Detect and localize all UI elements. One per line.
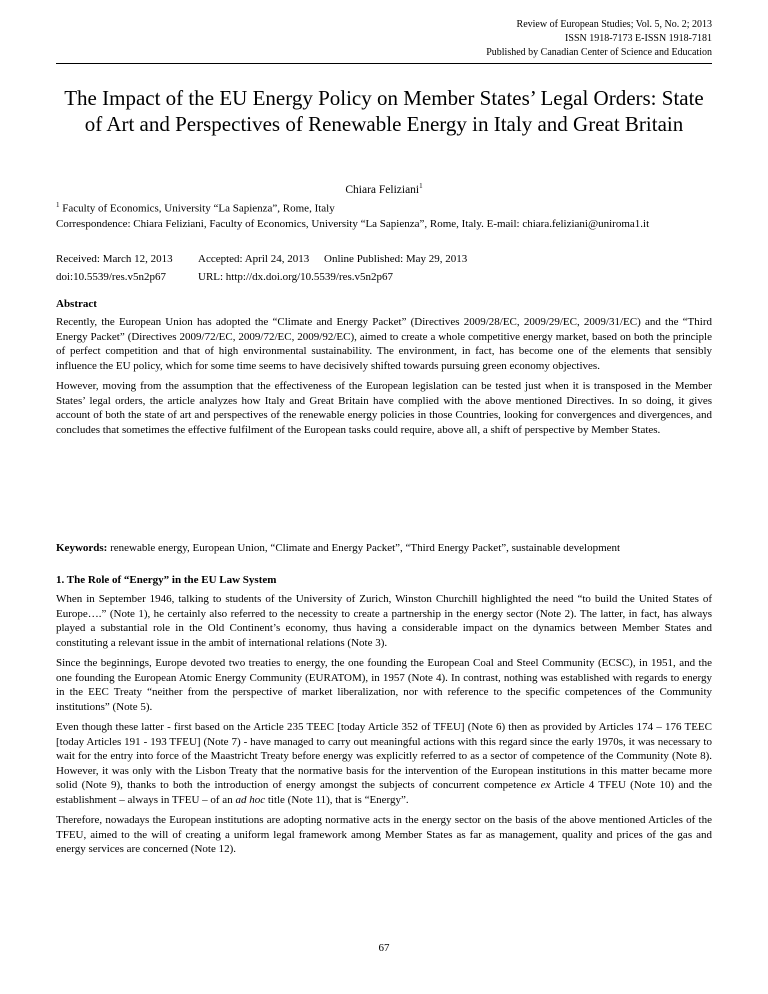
url: URL: http://dx.doi.org/10.5539/res.v5n2p67 — [198, 271, 394, 283]
received-date: Received: March 12, 2013 — [56, 253, 173, 265]
keywords-label: Keywords: — [56, 542, 108, 554]
journal-line: Review of European Studies; Vol. 5, No. 2; 2013 — [516, 19, 712, 30]
issn-line: ISSN 1918-7173 E-ISSN 1918-7181 — [565, 33, 712, 44]
author-name: Chiara Feliziani — [345, 183, 420, 196]
article-dates — [56, 250, 712, 286]
affiliation-block — [56, 198, 712, 232]
published-date: Online Published: May 29, 2013 — [324, 253, 468, 265]
correspondence: Correspondence: Chiara Feliziani, Faculty of Economics, University “La Sapienza”, Rome, Italy. E-mail: chiara.feliziani@uniroma1.it — [56, 217, 650, 230]
abstract-paragraph-1: Recently, the European Union has adopted the “Climate and Energy Packet” (Directives 2009/28/EC, 2009/29/EC, 2009/31/EC) and the “Third Energy Packet” (Directives 2009/72/EC, 2009/72/EC, 2009/92/EC), aimed to create a whole competitive energy market, based on both the principle of perfect competition and that of high environmental sustainability. The environment, in fact, has become one of the elements that sensibly influence the EU policy, which for some time seems to have decisively shifted towards pursuing green economy objectives. — [56, 316, 712, 372]
author-sup: 1 — [419, 182, 423, 190]
section-body — [56, 592, 712, 863]
keywords-text: renewable energy, European Union, “Climate and Energy Packet”, “Third Energy Packet”, sustainable development — [107, 542, 621, 554]
page-number: 67 — [378, 942, 390, 954]
body-paragraph-3: Even though these latter - first based on the Article 235 TEEC [today Article 352 of TFEU] (Note 6) then as provided by Articles 174 – 176 TEEC [today Articles 191 - 193 TFEU] (Note 7) - have managed to carry out meaningful actions with this regard since the early 1970s, it was necessary to wait for the entry into force of the Maastricht Treaty before energy was explicitly referred to as a sector of competence of the Community (Note 8). However, it was only with the Lisbon Treaty that the normative basis for the intervention of the European institutions in this matter became more solid (Note 9), thanks to both the introduction of energy amongst the subjects of concurrent competence ex Article 4 TFEU (Note 10) and the establishment – always in TFEU – of an ad hoc title (Note 11), that is “Energy”. — [56, 721, 713, 806]
abstract-paragraph-2: However, moving from the assumption that the effectiveness of the European legislation can be tested just when it is transposed in the Member States’ legal orders, the article analyzes how Italy and Great Britain have complied with the above mentioned Directives. In so doing, it gives account of both the state of art and perspectives of the renewable energy policies in those Countries, looking for convergences and divergences, and concludes that sometimes the effective fulfilment of the European tasks could require, above all, a shift of perspective by Member States. — [56, 380, 712, 436]
journal-header — [486, 18, 712, 60]
affiliation-text: Faculty of Economics, University “La Sapienza”, Rome, Italy — [59, 202, 335, 215]
body-paragraph-4: Therefore, nowadays the European institutions are adopting normative acts in the energy sector on the basis of the above mentioned Articles of the TFEU, aimed to the will of creating a uniform legal framework among Member States as far as management, quality and prices of the gas and energy services are concerned (Note 12). — [56, 814, 712, 855]
body-paragraph-1: When in September 1946, talking to students of the University of Zurich, Winston Churchill highlighted the need “to build the United States of Europe….” (Note 1), he certainly also referred to the necessity to create a partnership in the energy sector (Note 2). The latter, in fact, has always played a substantial role in the Old Continent’s economy, thus having a considerable impact on the dynamics between Member States and constituting a relevant issue in the ambit of international relations (Note 3). — [56, 593, 712, 649]
abstract-body — [56, 315, 712, 443]
body-paragraph-2: Since the beginnings, Europe devoted two treaties to energy, the one founding the European Coal and Steel Community (ECSC), in 1951, and the one founding the European Atomic Energy Community (EURATOM), in 1957 (Note 4). In contrast, nothing was established with regards to energy in the EEC Treaty “neither from the perspective of market liberalization, nor with reference to the specific competences of the Community institutions” (Note 5). — [56, 657, 712, 713]
abstract-heading: Abstract — [56, 298, 97, 310]
doi: doi:10.5539/res.v5n2p67 — [56, 271, 166, 283]
affiliation-sup: 1 — [56, 201, 60, 209]
keywords — [56, 541, 712, 556]
paper-title: The Impact of the EU Energy Policy on Member States’ Legal Orders: State of Art and Perspectives of Renewable Energy in Italy and Great Britain — [64, 86, 704, 136]
affiliation — [56, 198, 712, 217]
section-heading: 1. The Role of “Energy” in the EU Law System — [56, 574, 277, 586]
publisher-line: Published by Canadian Center of Science and Education — [486, 47, 712, 58]
accepted-date: Accepted: April 24, 2013 — [198, 253, 310, 265]
author-line — [0, 182, 768, 196]
header-rule — [56, 63, 712, 64]
